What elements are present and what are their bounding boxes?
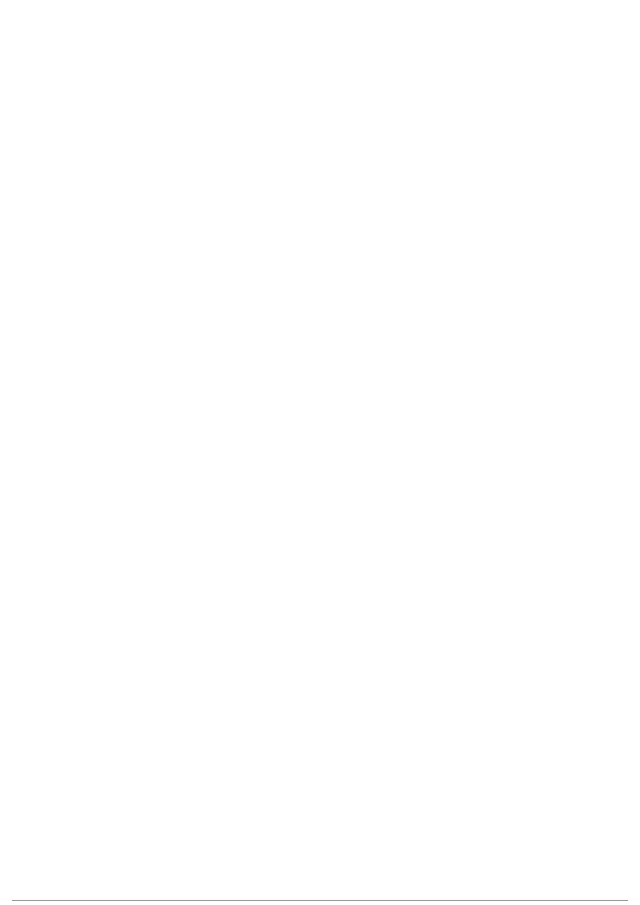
page-number [310,412,330,512]
scan-edge-line [12,900,628,901]
